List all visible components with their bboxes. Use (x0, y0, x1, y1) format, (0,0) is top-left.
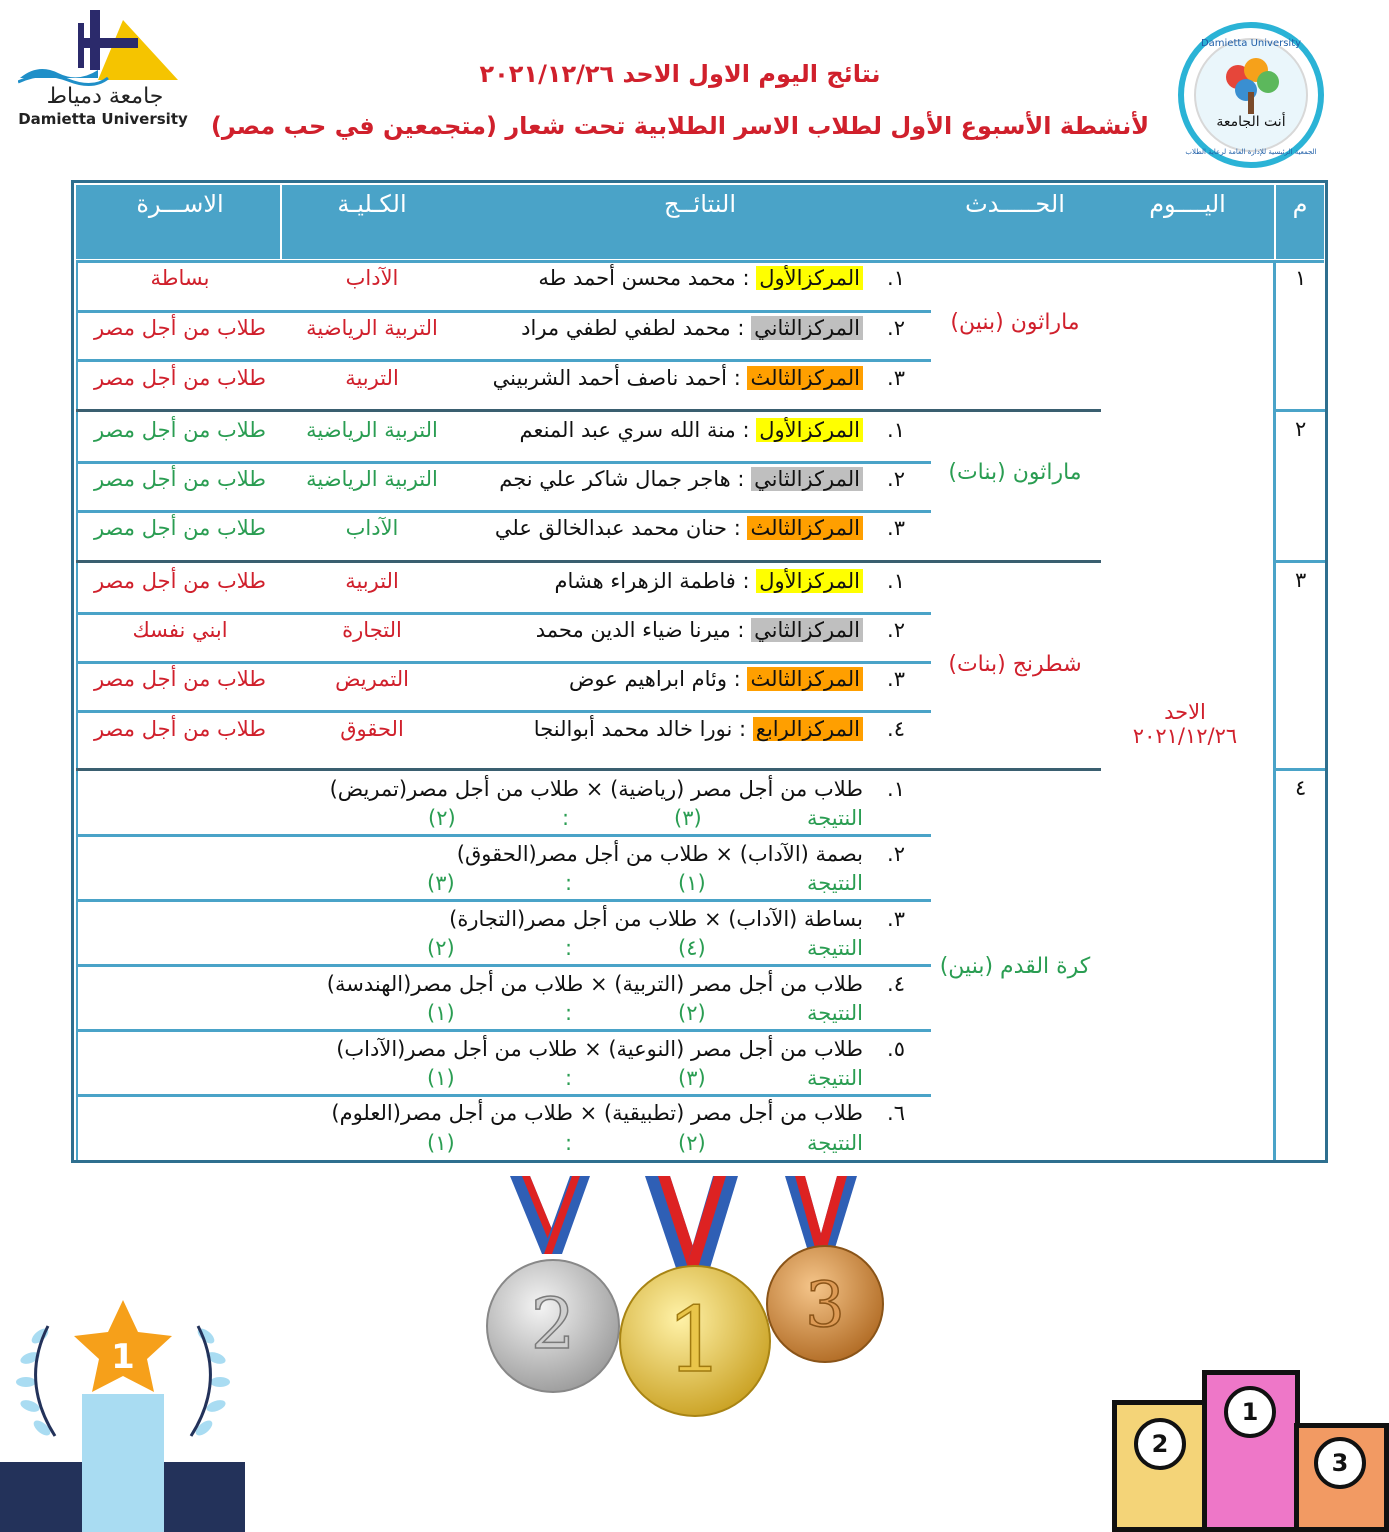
match-text: بصمة (الآداب) × طلاب من أجل مصر(الحقوق) (456, 842, 863, 866)
entry-index: ١. (887, 266, 905, 290)
row-number: ٣ (1295, 568, 1307, 592)
entry-separator (76, 1029, 931, 1032)
entry-separator (76, 964, 931, 967)
winner-pedestal-illustration (0, 1296, 250, 1532)
match-index: ٥. (887, 1037, 905, 1061)
match-result-label: النتيجة (806, 1066, 863, 1090)
entry-family: طلاب من أجل مصر (93, 516, 267, 540)
entry-faculty: التمريض (335, 667, 409, 691)
gold-medal-number: 1 (666, 1288, 724, 1393)
row-number: ١ (1295, 266, 1307, 290)
entry-faculty: التربية الرياضية (306, 467, 438, 491)
entry-result (499, 467, 863, 491)
winner-name: : وئام ابراهيم عوض (569, 667, 741, 691)
entry-separator (76, 834, 931, 837)
place-label: المركزالأول (756, 569, 863, 593)
match-score-separator: : (565, 1131, 573, 1155)
entry-separator (76, 661, 931, 664)
event-football-boys: كرة القدم (بنين) (939, 954, 1091, 979)
entry-result (495, 516, 863, 540)
star-number: 1 (111, 1337, 135, 1377)
entry-result (493, 366, 863, 390)
entry-faculty: التجارة (342, 618, 402, 642)
right-logo-top-text: Damietta University (1200, 38, 1302, 49)
match-text: طلاب من أجل مصر (رياضية) × طلاب من أجل مصر(تمريض) (329, 777, 863, 801)
col-header-m: م (1292, 190, 1308, 218)
student-care-logo (1178, 22, 1324, 168)
entry-separator (76, 310, 931, 313)
winner-name: : أحمد ناصف أحمد الشربيني (492, 366, 741, 390)
place-label: المركزالأول (756, 266, 863, 290)
match-result-label: النتيجة (806, 936, 863, 960)
row-number: ٢ (1295, 417, 1307, 441)
entry-index: ٢. (887, 316, 905, 340)
match-score-separator: : (565, 1066, 573, 1090)
header-separator (1274, 185, 1276, 259)
entry-index: ٣. (887, 366, 905, 390)
entry-result (554, 569, 863, 593)
match-score: (٢) (678, 1001, 706, 1025)
entry-family: طلاب من أجل مصر (93, 467, 267, 491)
entry-family: طلاب من أجل مصر (93, 316, 267, 340)
podium-second-number: 2 (1134, 1418, 1186, 1470)
match-score: (٣) (427, 871, 455, 895)
entry-index: ٢. (887, 467, 905, 491)
day-name: الاحد (1164, 700, 1206, 724)
entry-index: ١. (887, 418, 905, 442)
match-score-separator: : (565, 1001, 573, 1025)
match-score: (٢) (427, 936, 455, 960)
match-score: (٢) (678, 1131, 706, 1155)
gold-ribbon (645, 1176, 738, 1268)
entry-faculty: الحقوق (340, 717, 404, 741)
match-score-separator: : (565, 936, 573, 960)
entry-separator (76, 359, 931, 362)
entry-index: ٤. (887, 717, 905, 741)
damietta-university-logo (18, 8, 183, 88)
entry-faculty: الآداب (345, 266, 399, 290)
silver-ribbon (510, 1176, 590, 1254)
event-marathon-boys: ماراثون (بنين) (950, 310, 1080, 335)
event-marathon-girls: ماراثون (بنات) (948, 460, 1082, 485)
entry-family: طلاب من أجل مصر (93, 667, 267, 691)
entry-index: ١. (887, 569, 905, 593)
bronze-ribbon (785, 1176, 857, 1248)
page-title: نتائج اليوم الاول الاحد ٢٠٢١/١٢/٢٦ (479, 60, 881, 88)
entry-family: طلاب من أجل مصر (93, 569, 267, 593)
entry-index: ٢. (887, 618, 905, 642)
day-date: ٢٠٢١/١٢/٢٦ (1132, 724, 1238, 748)
match-result-label: النتيجة (806, 871, 863, 895)
match-text: طلاب من أجل مصر (التربية) × طلاب من أجل مصر(الهندسة) (326, 972, 863, 996)
match-text: بساطة (الآداب) × طلاب من أجل مصر(التجارة) (449, 907, 863, 931)
entry-index: ٣. (887, 667, 905, 691)
entry-separator (76, 1094, 931, 1097)
entry-result (521, 316, 863, 340)
match-result-label: النتيجة (806, 1131, 863, 1155)
place-label: المركزالثالث (747, 516, 863, 540)
place-label: المركزالثاني (751, 618, 863, 642)
winner-name: : ميرنا ضياء الدين محمد (535, 618, 745, 642)
entry-result (569, 667, 863, 691)
entry-faculty: الآداب (345, 516, 399, 540)
group-separator (76, 768, 1101, 771)
place-label: المركزالثالث (747, 366, 863, 390)
match-index: ٢. (887, 842, 905, 866)
winner-name: : حنان محمد عبدالخالق علي (494, 516, 741, 540)
winner-name: : محمد لطفي لطفي مراد (521, 316, 745, 340)
match-score: (٣) (674, 806, 702, 830)
match-score-separator: : (565, 871, 573, 895)
entry-separator (76, 461, 931, 464)
match-index: ٦. (887, 1101, 905, 1125)
match-text: طلاب من أجل مصر (النوعية) × طلاب من أجل مصر(الآداب) (336, 1037, 863, 1061)
entry-faculty: التربية الرياضية (306, 418, 438, 442)
match-index: ٤. (887, 972, 905, 996)
entry-faculty: التربية الرياضية (306, 316, 438, 340)
silver-medal-number: 2 (530, 1283, 576, 1365)
left-logo-english: Damietta University (18, 110, 188, 128)
match-score: (١) (427, 1066, 455, 1090)
page-subtitle: لأنشطة الأسبوع الأول لطلاب الاسر الطلابية تحت شعار (متجمعين في حب مصر) (210, 112, 1150, 140)
winner-name: : نورا خالد محمد أبوالنجا (533, 717, 747, 741)
winner-name: : محمد محسن أحمد طه (538, 266, 750, 290)
match-index: ٣. (887, 907, 905, 931)
place-label: المركزالثالث (747, 667, 863, 691)
medals-illustration (480, 1176, 890, 1436)
left-logo-arabic: جامعة دمياط (46, 84, 164, 109)
match-score: (١) (678, 871, 706, 895)
day-cell (1110, 700, 1260, 748)
right-logo-center-text: أنت الجامعة (1216, 114, 1286, 130)
group-separator (76, 409, 1101, 412)
entry-family: طلاب من أجل مصر (93, 418, 267, 442)
bronze-medal-number: 3 (805, 1268, 845, 1341)
entry-index: ٣. (887, 516, 905, 540)
col-header-results: النتائــج (663, 190, 736, 218)
podium-third-number: 3 (1314, 1437, 1366, 1489)
group-separator (1273, 768, 1325, 771)
group-separator (1273, 409, 1325, 412)
podium-first-number: 1 (1224, 1386, 1276, 1438)
match-score: (٣) (678, 1066, 706, 1090)
top-row-line (76, 260, 1324, 263)
place-label: المركزالأول (756, 418, 863, 442)
entry-separator (76, 710, 931, 713)
entry-separator (76, 899, 931, 902)
place-label: المركزالثاني (751, 316, 863, 340)
right-logo-bottom-text: الجمعية الرئيسية للإدارة العامة لرعاية الطلاب (1185, 148, 1317, 156)
match-index: ١. (887, 777, 905, 801)
place-label: المركزالثاني (751, 467, 863, 491)
col-header-faculty: الكـليـة (337, 190, 407, 218)
place-label: المركزالرابع (753, 717, 863, 741)
entry-separator (76, 510, 931, 513)
group-separator (76, 560, 1101, 563)
winner-name: : هاجر جمال شاكر علي نجم (499, 467, 745, 491)
entry-result (538, 266, 863, 290)
match-score: (٤) (678, 936, 706, 960)
col-header-family: الاســـرة (136, 190, 224, 218)
match-result-label: النتيجة (806, 806, 863, 830)
entry-faculty: التربية (345, 569, 399, 593)
header-separator (280, 185, 282, 259)
winner-name: : منة الله سري عبد المنعم (519, 418, 750, 442)
entry-result (534, 717, 863, 741)
match-score: (١) (427, 1001, 455, 1025)
entry-family: طلاب من أجل مصر (93, 717, 267, 741)
col-header-day: اليــــوم (1149, 190, 1226, 218)
event-chess-girls: شطرنج (بنات) (948, 652, 1082, 677)
match-score: (١) (427, 1131, 455, 1155)
col-divider (1273, 262, 1276, 1160)
entry-family: بساطة (150, 266, 210, 290)
col-header-event: الحـــــدث (965, 190, 1065, 218)
row-number: ٤ (1295, 776, 1307, 800)
match-score-separator: : (562, 806, 570, 830)
entry-family: طلاب من أجل مصر (93, 366, 267, 390)
match-text: طلاب من أجل مصر (تطبيقية) × طلاب من أجل مصر(العلوم) (331, 1101, 863, 1125)
winner-name: : فاطمة الزهراء هشام (554, 569, 750, 593)
group-separator (1273, 560, 1325, 563)
entry-separator (76, 612, 931, 615)
match-score: (٢) (428, 806, 456, 830)
match-result-label: النتيجة (806, 1001, 863, 1025)
entry-family: ابني نفسك (132, 618, 228, 642)
entry-faculty: التربية (345, 366, 399, 390)
entry-result (519, 418, 863, 442)
entry-result (536, 618, 863, 642)
